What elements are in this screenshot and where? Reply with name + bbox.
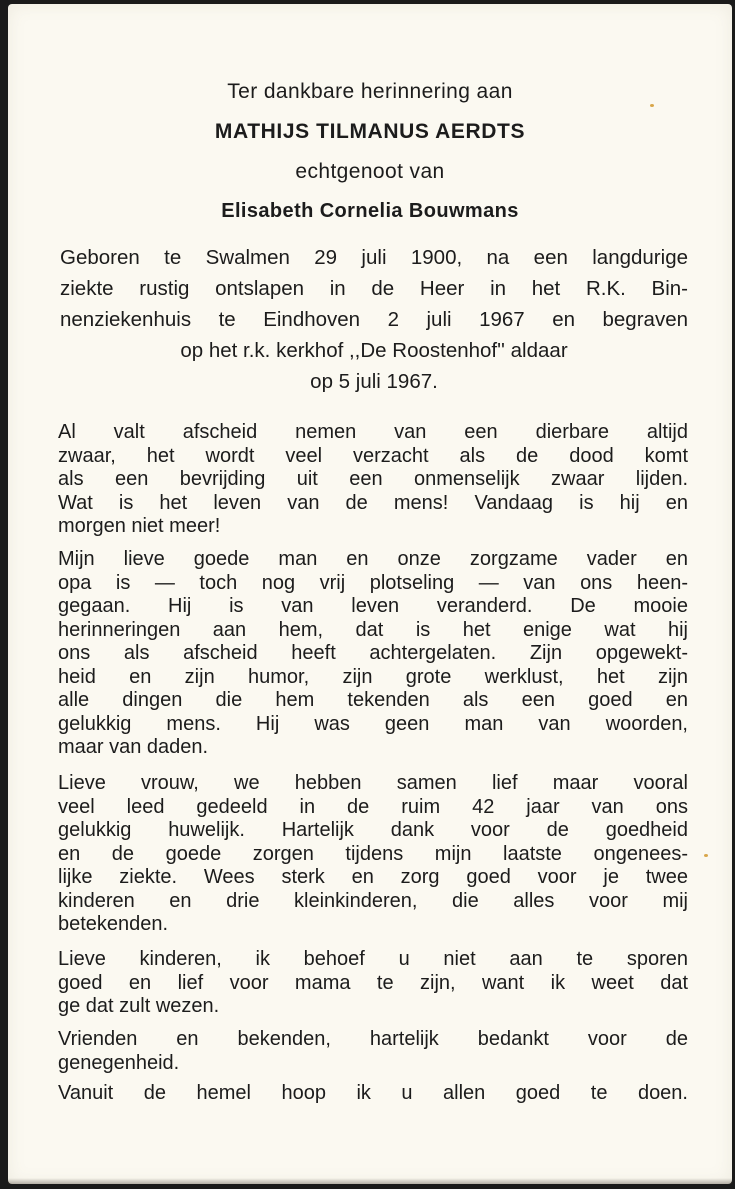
text-line: genegenheid. <box>58 1051 180 1074</box>
text-line: kinderen en drie kleinkinderen, die alles voor mij <box>58 889 688 912</box>
paragraph-children <box>58 948 688 1019</box>
paragraph-wife <box>58 772 688 937</box>
text-line: als een bevrijding uit een onmenselijk zwaar lijden. <box>58 468 688 490</box>
text-line: Lieve vrouw, we hebben samen lief maar vooral <box>58 772 688 794</box>
text-line: morgen niet meer! <box>58 515 221 537</box>
paragraph-closing <box>58 1082 688 1106</box>
relation-line: echtgenoot van <box>295 160 445 183</box>
memorial-card <box>8 4 732 1184</box>
text-line: Wat is het leven van de mens! Vandaag is hij en <box>58 491 688 514</box>
text-line: heid en zijn humor, zijn grote werklust, het zijn <box>58 665 688 688</box>
text-line: opa is — toch nog vrij plotseling — van ons heen- <box>58 571 688 594</box>
text-line: Lieve kinderen, ik behoef u niet aan te sporen <box>58 948 688 970</box>
card-bottom-edge <box>8 1178 732 1184</box>
paper-speck <box>704 854 708 857</box>
text-line: en de goede zorgen tijdens mijn laatste ongenees- <box>58 842 688 865</box>
biography-line: ziekte rustig ontslapen in de Heer in het R.K. Bin- <box>60 277 688 300</box>
dedication-line: Ter dankbare herinnering aan <box>227 80 513 103</box>
paragraph-friends <box>58 1028 688 1075</box>
text-line: Vanuit de hemel hoop ik u allen goed te doen. <box>58 1082 688 1104</box>
biography-line: nenziekenhuis te Eindhoven 2 juli 1967 en begraven <box>60 308 688 331</box>
paragraph-farewell <box>58 421 688 539</box>
text-line: betekenden. <box>58 913 169 935</box>
text-line: veel leed gedeeld in de ruim 42 jaar van ons <box>58 795 688 818</box>
biography-block <box>60 242 688 397</box>
text-line: herinneringen aan hem, dat is het enige wat hij <box>58 618 688 641</box>
deceased-name: MATHIJS TILMANUS AERDTS <box>214 120 526 143</box>
biography-line: op het r.k. kerkhof ,,De Roostenhof'' aldaar <box>180 339 568 362</box>
text-line: Mijn lieve goede man en onze zorgzame vader en <box>58 548 688 570</box>
text-line: ons als afscheid heeft achtergelaten. Zijn opgewekt- <box>58 642 688 664</box>
text-line: alle dingen die hem tekenden als een goed en <box>58 689 688 711</box>
text-line: gegaan. Hij is van leven veranderd. De mooie <box>58 595 688 617</box>
biography-line: Geboren te Swalmen 29 juli 1900, na een langdurige <box>60 246 688 269</box>
text-line: Al valt afscheid nemen van een dierbare altijd <box>58 421 688 443</box>
biography-line: op 5 juli 1967. <box>310 370 438 393</box>
text-line: goed en lief voor mama te zijn, want ik weet dat <box>58 971 688 994</box>
text-line: Vrienden en bekenden, hartelijk bedankt voor de <box>58 1028 688 1050</box>
text-line: lijke ziekte. Wees sterk en zorg goed voor je twee <box>58 866 688 888</box>
text-line: zwaar, het wordt veel verzacht als de dood komt <box>58 444 688 467</box>
text-line: gelukkig mens. Hij was geen man van woorden, <box>58 712 688 735</box>
paper-speck <box>650 104 654 107</box>
text-line: maar van daden. <box>58 736 209 758</box>
paragraph-husband <box>58 548 688 760</box>
text-line: ge dat zult wezen. <box>58 995 220 1017</box>
spouse-name: Elisabeth Cornelia Bouwmans <box>221 200 519 222</box>
text-line: gelukkig huwelijk. Hartelijk dank voor de goedheid <box>58 819 688 841</box>
